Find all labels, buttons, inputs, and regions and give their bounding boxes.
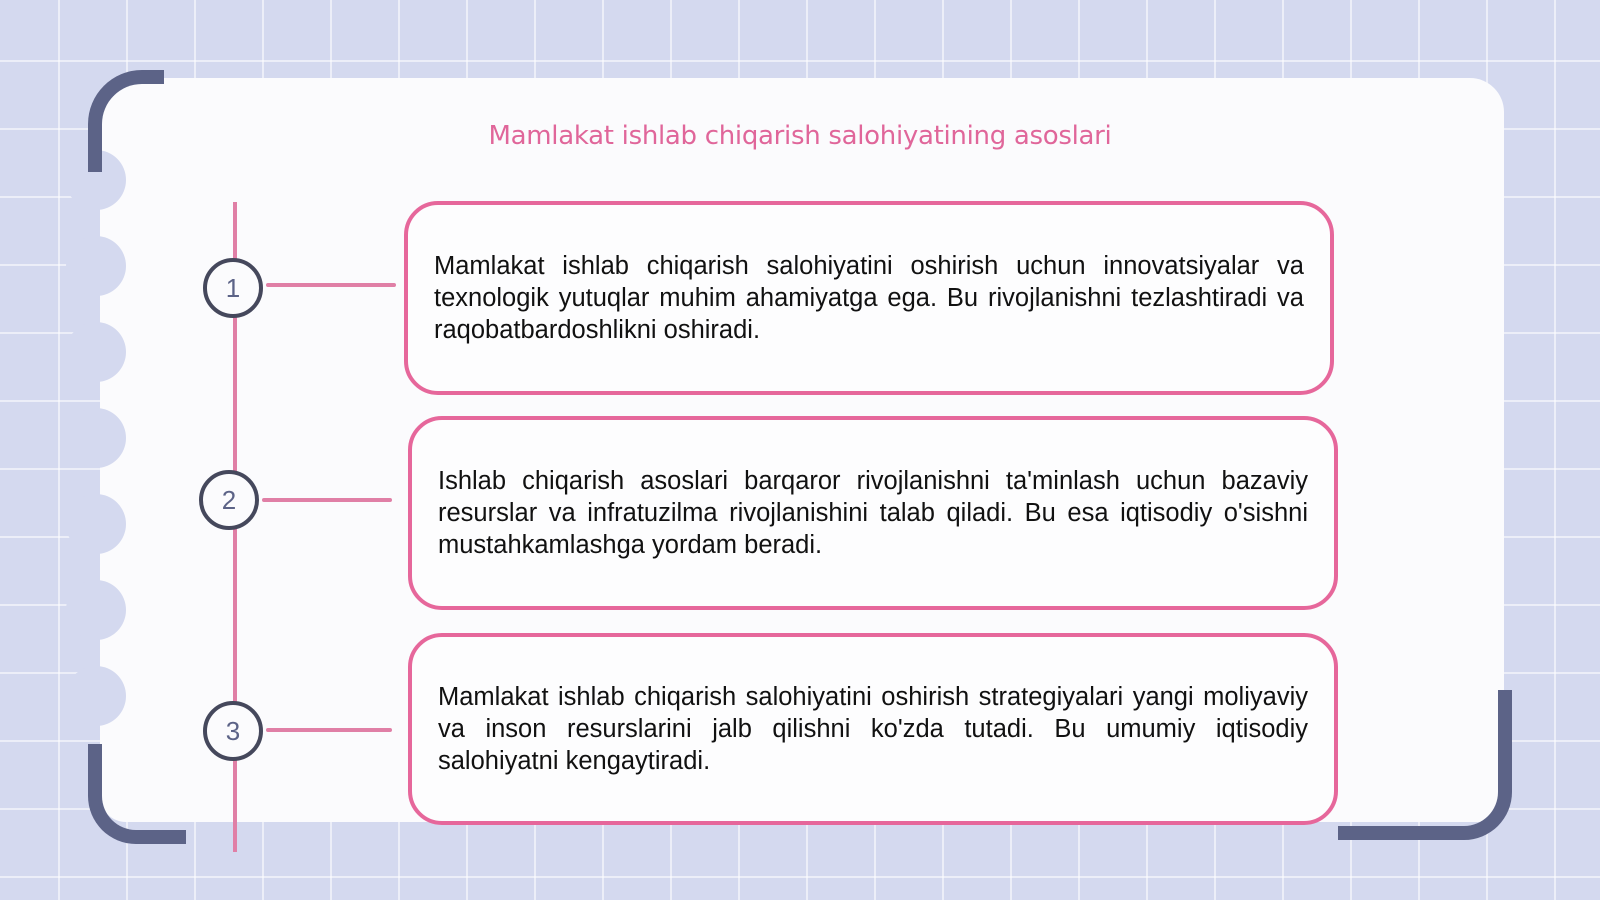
step-connector <box>262 498 392 502</box>
slide-title: Mamlakat ishlab chiqarish salohiyatining asoslari <box>488 121 1112 151</box>
step-text: Mamlakat ishlab chiqarish salohiyatini oshirish strategiyalari yangi moliyaviy va inson resurslarini jalb qilishni ko'zda tutadi. Bu umumiy iqtisodiy salohiyatni kengaytiradi. <box>438 683 1308 775</box>
step-number-circle <box>203 701 263 761</box>
step-number: 3 <box>225 715 241 746</box>
step-connector <box>266 728 392 732</box>
corner-bracket-bottom-left <box>88 744 186 844</box>
step-text: Ishlab chiqarish asoslari barqaror rivojlanishni ta'minlash uchun bazaviy resurslar va infratuzilma rivojlanishini talab qiladi. Bu esa iqtisodiy o'sishni mustahkamlashga yordam beradi. <box>438 467 1308 559</box>
step-number-circle <box>203 258 263 318</box>
paper-scallop <box>66 408 126 468</box>
step-card <box>408 416 1338 610</box>
paper-scallop <box>66 494 126 554</box>
corner-bracket-bottom-right <box>1338 690 1512 840</box>
paper-scallop <box>66 236 126 296</box>
step-number: 2 <box>221 484 237 515</box>
step-text: Mamlakat ishlab chiqarish salohiyatini oshirish uchun innovatsiyalar va texnologik yutuqlar muhim ahamiyatga ega. Bu rivojlanishni tezlashtiradi va raqobatbardoshlikni oshiradi. <box>434 252 1304 344</box>
step-number-circle <box>199 470 259 530</box>
step-card <box>408 633 1338 825</box>
step-connector <box>266 283 396 287</box>
step-card <box>404 201 1334 395</box>
step-number: 1 <box>225 272 241 303</box>
paper-scallop <box>66 580 126 640</box>
paper-scallop <box>66 322 126 382</box>
paper-scallop <box>66 666 126 726</box>
